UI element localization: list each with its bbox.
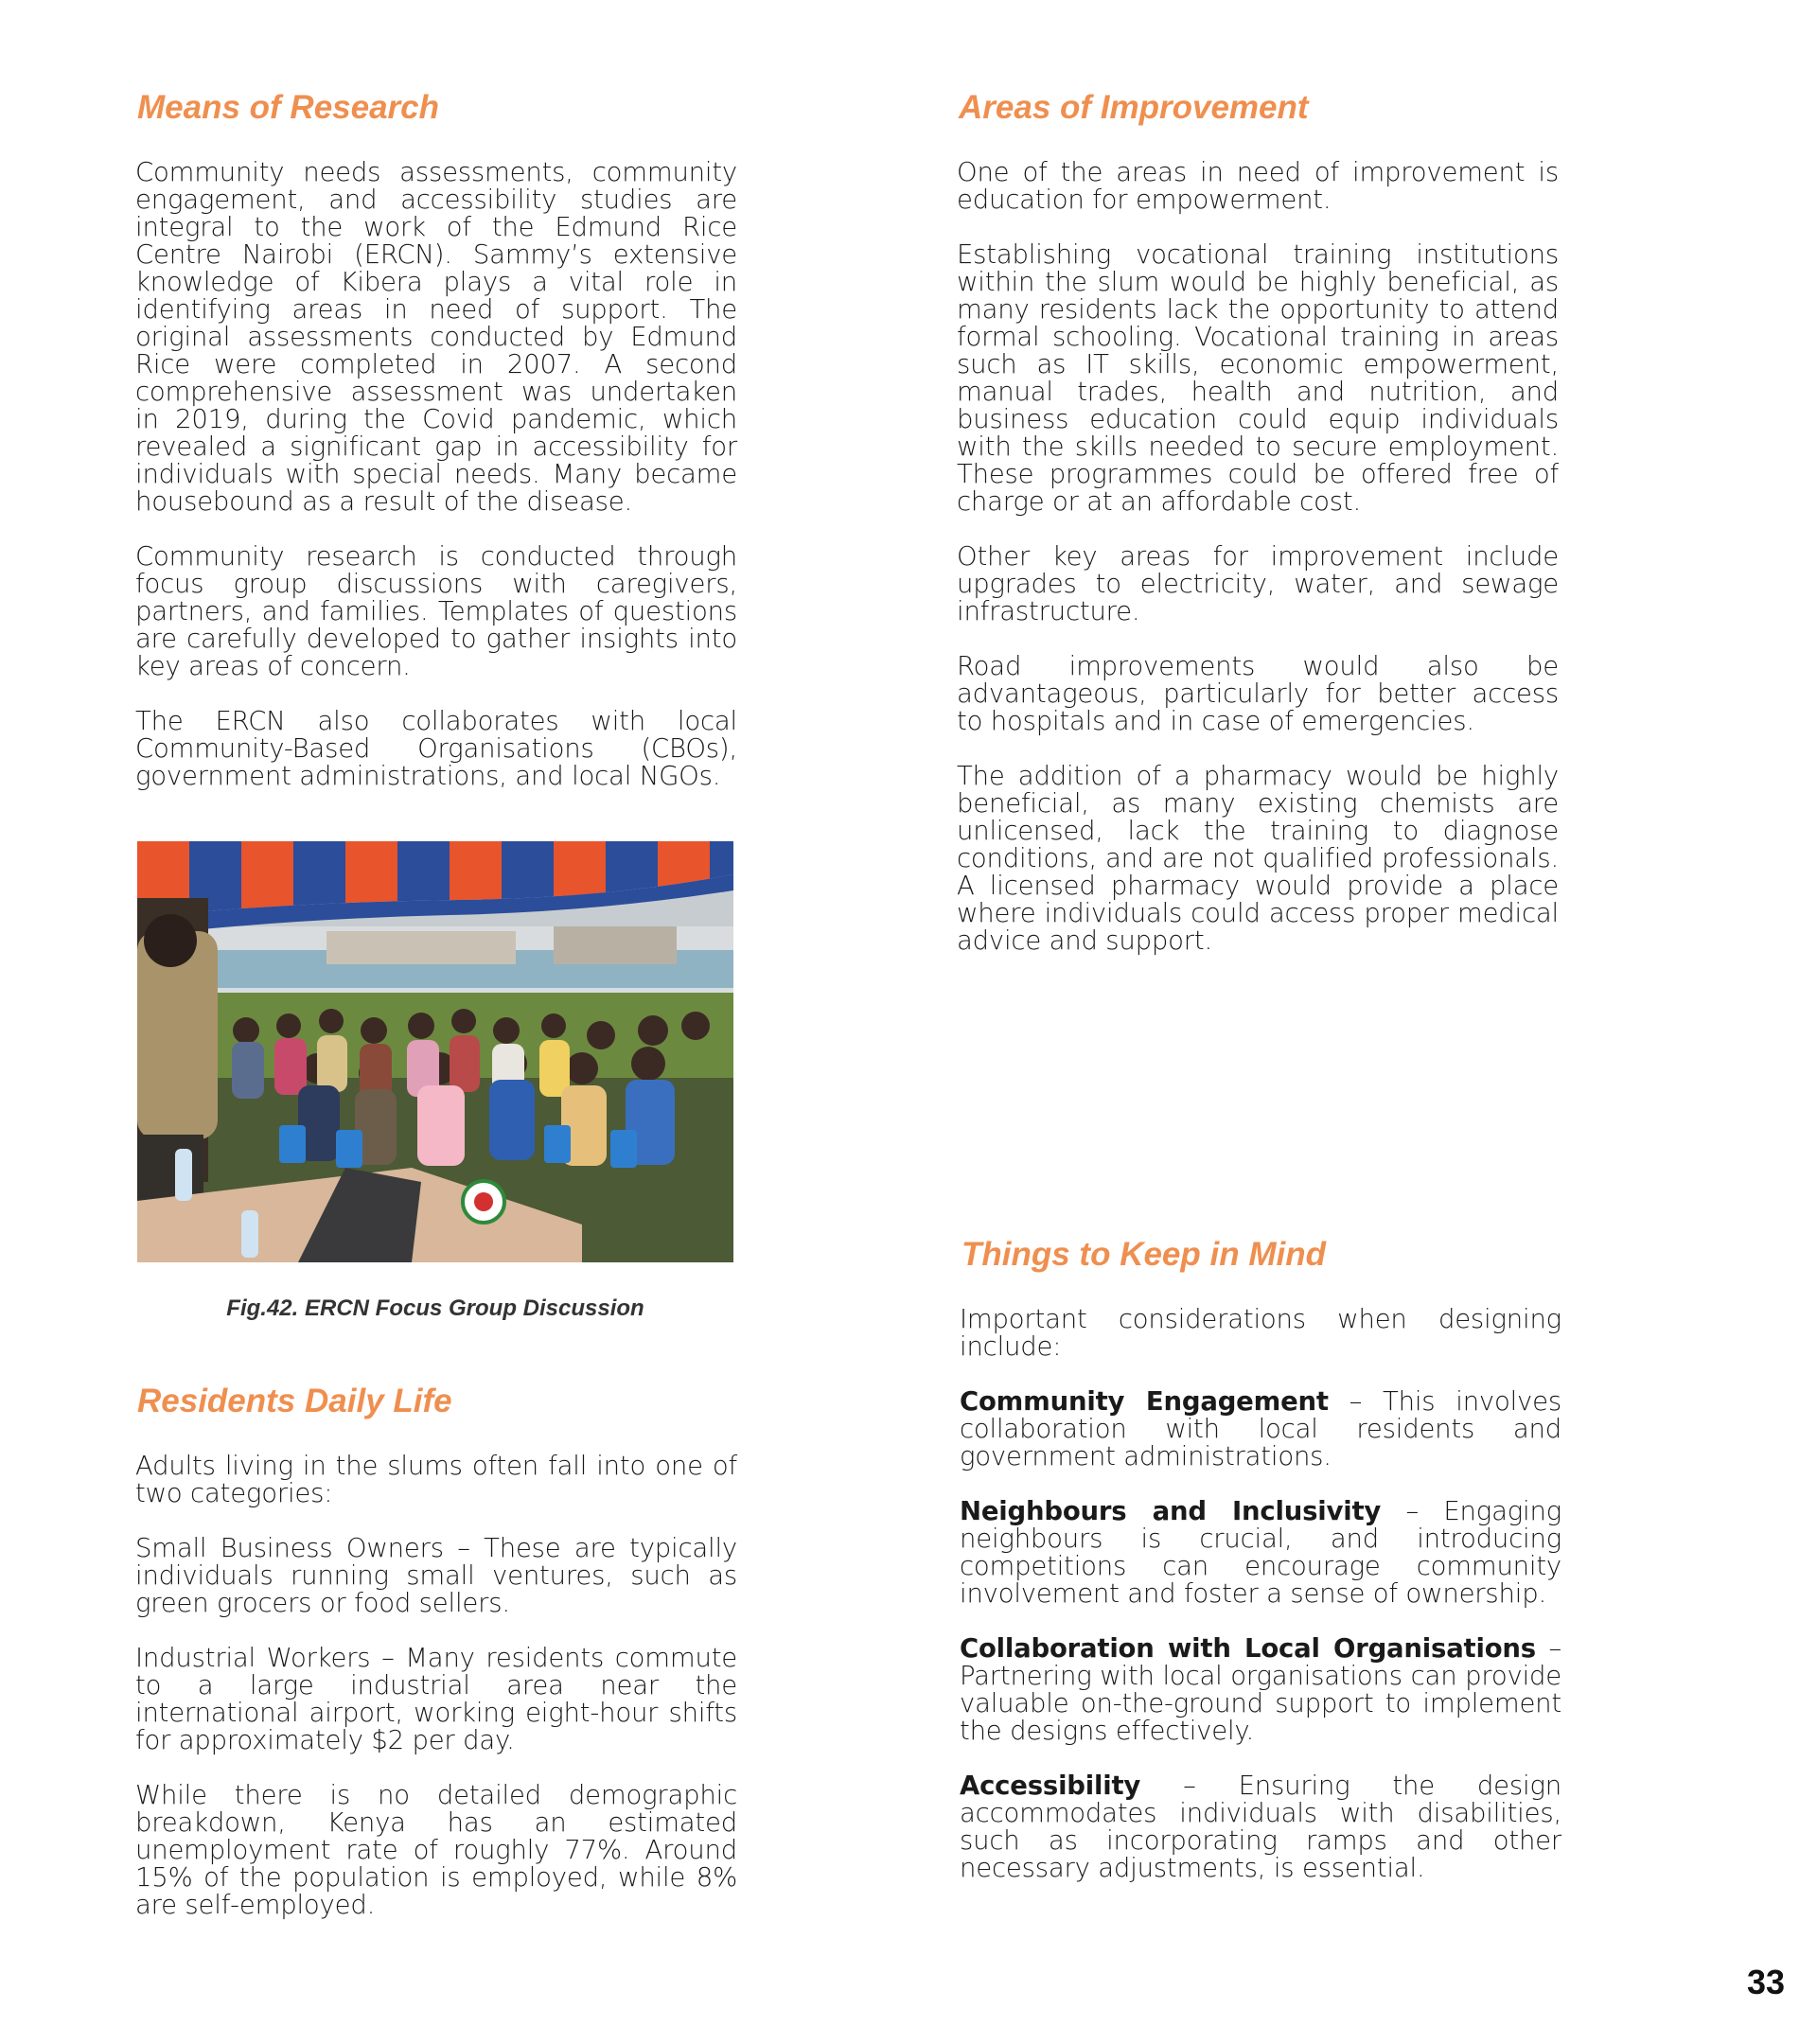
right-column-keep-in-mind [960, 1228, 1561, 1910]
heading-means-of-research: Means of Research [137, 89, 440, 126]
heading-areas-of-improvement: Areas of Improvement [959, 89, 1309, 126]
consideration-item [960, 1498, 1561, 1608]
right-column [957, 81, 1559, 982]
consideration-item [960, 1388, 1561, 1471]
focus-group-illustration [137, 841, 733, 1262]
paragraph: While there is no detailed demographic breakdown, Kenya has an estimated unemployment rate of roughly 77%. Around 15% of the population is employed, while 8% are self-employed. [135, 1780, 737, 1920]
consideration-text: – Ensuring the design accommodates individuals with disabilities, such as incorporating ramps and other necessary adjustments, is essential. [960, 1771, 1561, 1883]
left-column-residents [135, 1375, 737, 1947]
paragraph: The ERCN also collaborates with local Community-Based Organisations (CBOs), government administrations, and local NGOs. [135, 706, 737, 791]
heading-residents-daily-life: Residents Daily Life [137, 1383, 452, 1419]
consideration-term: Community Engagement [960, 1386, 1329, 1417]
consideration-term: Neighbours and Inclusivity [960, 1496, 1382, 1526]
figure-caption: Fig.42. ERCN Focus Group Discussion [226, 1295, 644, 1321]
consideration-text: – Engaging neighbours is crucial, and introducing competitions can encourage community involvement and foster a sense of ownership. [960, 1496, 1561, 1609]
consideration-item [960, 1772, 1561, 1882]
left-column [135, 81, 737, 818]
paragraph: Adults living in the slums often fall into one of two categories: [135, 1451, 737, 1508]
consideration-text: – Partnering with local organisations can provide valuable on-the-ground support to implement the designs effectively. [960, 1633, 1562, 1746]
consideration-text: – This involves collaboration with local residents and government administrations. [960, 1386, 1561, 1471]
paragraph: Road improvements would also be advantageous, particularly for better access to hospitals and in case of emergencies. [957, 651, 1559, 736]
focus-group-photo [137, 841, 733, 1262]
paragraph: Other key areas for improvement include upgrades to electricity, water, and sewage infrastructure. [957, 541, 1559, 626]
paragraph: Important considerations when designing include: [960, 1304, 1561, 1362]
paragraph: One of the areas in need of improvement is education for empowerment. [957, 157, 1559, 215]
paragraph: Industrial Workers – Many residents commute to a large industrial area near the international airport, working eight-hour shifts for approximately $2 per day. [135, 1643, 737, 1755]
heading-things-to-keep-in-mind: Things to Keep in Mind [961, 1236, 1326, 1273]
consideration-term: Accessibility [960, 1771, 1141, 1801]
paragraph: The addition of a pharmacy would be highly beneficial, as many existing chemists are unlicensed, lack the training to diagnose conditions, and are not qualified professionals. A licensed pharmacy would provide a place where individuals could access proper medical advice and support. [957, 761, 1559, 956]
consideration-term: Collaboration with Local Organisations [960, 1633, 1536, 1664]
paragraph: Small Business Owners – These are typically individuals running small ventures, such as green grocers or food sellers. [135, 1533, 737, 1618]
paragraph: Community research is conducted through focus group discussions with caregivers, partners, and families. Templates of questions are carefully developed to gather insights into key areas of concern. [135, 541, 737, 681]
consideration-item [960, 1635, 1561, 1745]
paragraph: Establishing vocational training institutions within the slum would be highly beneficial, as many residents lack the opportunity to attend formal schooling. Vocational training in areas such as IT skills, economic empowerment, manual trades, health and nutrition, and business education could equip individuals with the skills needed to secure employment. These programmes could be offered free of charge or at an affordable cost. [957, 239, 1559, 517]
paragraph: Community needs assessments, community engagement, and accessibility studies are integral to the work of the Edmund Rice Centre Nairobi (ERCN). Sammy’s extensive knowledge of Kibera plays a vital role in identifying areas in need of support. The original assessments conducted by Edmund Rice were completed in 2007. A second comprehensive assessment was undertaken in 2019, during the Covid pandemic, which revealed a significant gap in accessibility for individuals with special needs. Many became housebound as a result of the disease. [135, 157, 737, 517]
page-number: 33 [1746, 1963, 1785, 2001]
